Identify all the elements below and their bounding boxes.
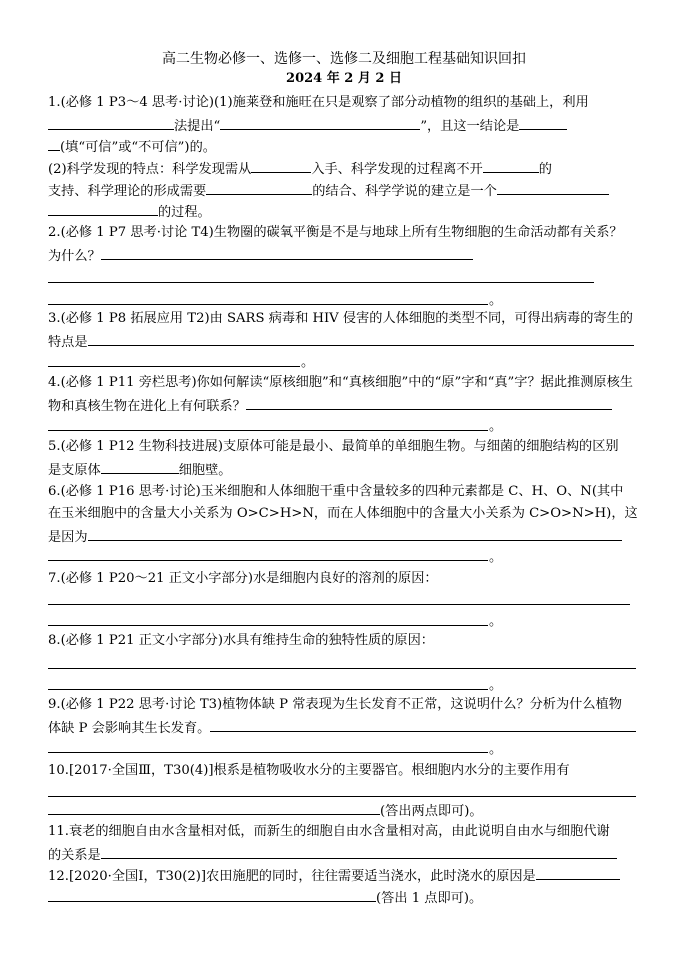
q3-line-2 (48, 332, 634, 352)
answer-blank[interactable] (101, 460, 179, 474)
answer-blank[interactable] (48, 801, 380, 815)
answer-blank[interactable] (251, 159, 311, 173)
q1-text: 的结合、科学学说的建立是一个 (312, 184, 497, 199)
q3-text: 特点是 (48, 335, 88, 350)
period-mark: 。 (301, 355, 315, 370)
answer-blank[interactable] (536, 866, 620, 880)
answer-blank[interactable] (101, 246, 473, 260)
q1-line-5 (48, 181, 609, 201)
q11-line-1: 11.衰老的细胞自由水含量相对低，而新生的细胞自由水含量相对高，由此说明自由水与细胞代谢 (48, 824, 610, 839)
period-mark: 。 (489, 419, 503, 434)
q4-line-2 (48, 396, 612, 416)
q1-text: (2)科学发现的特点：科学发现需从 (48, 162, 252, 177)
q12-line-2 (48, 888, 482, 908)
answer-blank[interactable] (48, 116, 174, 130)
q6-line-2: 在玉米细胞中的含量大小关系为 O>C>H>N，而在人体细胞中的含量大小关系为 C>O>N>H)，这 (48, 506, 638, 521)
q11-line-2 (48, 845, 617, 865)
answer-line[interactable] (48, 752, 488, 753)
answer-blank[interactable] (88, 332, 634, 346)
q1-text: 法提出“ (174, 119, 221, 134)
q11-text: 的关系是 (48, 848, 101, 863)
q2-line-2 (48, 246, 473, 266)
q4-text: 物和真核生物在进化上有何联系？ (48, 399, 246, 414)
q5-text: 是支原体 (48, 463, 101, 478)
q1-text: 的过程。 (158, 205, 211, 220)
q3-line-1: 3.(必修 1 P8 拓展应用 T2)由 SARS 病毒和 HIV 侵害的人体细胞的类型不同，可得出病毒的寄生的 (48, 311, 633, 326)
answer-blank[interactable] (48, 137, 60, 151)
answer-line[interactable] (48, 304, 488, 305)
q7-line-1: 7.(必修 1 P20～21 正文小字部分)水是细胞内良好的溶剂的原因： (48, 571, 438, 586)
q8-line-1: 8.(必修 1 P21 正文小字部分)水具有维持生命的独特性质的原因： (48, 633, 434, 648)
q2-text: 为什么？ (48, 249, 101, 264)
q5-line-1: 5.(必修 1 P12 生物科技进展)支原体可能是最小、最简单的单细胞生物。与细菌的细胞结构的区别 (48, 439, 619, 454)
q4-line-1: 4.(必修 1 P11 旁栏思考)你如何解读“原核细胞”和“真核细胞”中的“原”字和“真”字？据此推测原核生 (48, 375, 633, 390)
q1-text: 入手、科学发现的过程离不开 (311, 162, 483, 177)
answer-line[interactable] (48, 689, 488, 690)
answer-line[interactable] (48, 668, 636, 669)
answer-line[interactable] (48, 604, 630, 605)
q5-line-2 (48, 460, 232, 480)
answer-line[interactable] (48, 366, 300, 367)
q10-line-3 (48, 801, 483, 821)
q1-text: ”，且这一结论是 (420, 119, 520, 134)
q9-line-2 (48, 718, 636, 738)
period-mark: 。 (489, 550, 503, 565)
q9-text: 体缺 P 会影响其生长发育。 (48, 721, 211, 736)
q6-line-1: 6.(必修 1 P16 思考·讨论)玉米细胞和人体细胞干重中含量较多的四种元素都是 C、H、O、N(其中 (48, 484, 624, 499)
q9-line-1: 9.(必修 1 P22 思考·讨论 T3)植物体缺 P 常表现为生长发育不正常，这说明什么？分析为什么植物 (48, 697, 622, 712)
answer-blank[interactable] (220, 116, 420, 130)
answer-blank[interactable] (210, 718, 636, 732)
answer-blank[interactable] (48, 888, 376, 902)
q10-text: (答出两点即可)。 (380, 804, 483, 819)
answer-line[interactable] (48, 282, 594, 283)
q5-text: 细胞壁。 (178, 463, 232, 478)
q1-line-6 (48, 202, 211, 222)
answer-blank[interactable] (88, 527, 622, 541)
q1-text: 支持、科学理论的形成需要 (48, 184, 207, 199)
answer-line[interactable] (48, 560, 488, 561)
answer-blank[interactable] (246, 396, 612, 410)
page-title: 高二生物必修一、选修一、选修二及细胞工程基础知识回扣 (162, 51, 526, 67)
answer-blank[interactable] (48, 202, 158, 216)
q6-line-3 (48, 527, 622, 547)
q12-text: 12.[2020·全国Ⅰ，T30(2)]农田施肥的同时，往往需要适当浇水，此时浇水的原因是 (48, 869, 536, 884)
answer-blank[interactable] (497, 181, 609, 195)
answer-line[interactable] (48, 430, 488, 431)
answer-blank[interactable] (483, 159, 539, 173)
period-mark: 。 (489, 293, 503, 308)
q1-text: (填“可信”或“不可信”)的。 (60, 140, 216, 155)
period-mark: 。 (489, 614, 503, 629)
q1-text: 的 (538, 162, 552, 177)
q1-line-1: 1.(必修 1 P3～4 思考·讨论)(1)施莱登和施旺在只是观察了部分动植物的组织的基础上，利用 (48, 95, 589, 110)
period-mark: 。 (489, 678, 503, 693)
period-mark: 。 (489, 742, 503, 757)
q1-line-3 (48, 137, 216, 157)
answer-line[interactable] (48, 625, 488, 626)
answer-blank[interactable] (206, 181, 312, 195)
q2-line-1: 2.(必修 1 P7 思考·讨论 T4)生物圈的碳氧平衡是不是与地球上所有生物细胞的生命活动都有关系？ (48, 225, 623, 240)
q10-line-1: 10.[2017·全国Ⅲ，T30(4)]根系是植物吸收水分的主要器官。根细胞内水分的主要作用有 (48, 763, 570, 778)
q6-text: 是因为 (48, 530, 88, 545)
q1-line-4 (48, 159, 552, 179)
answer-blank[interactable] (101, 845, 617, 859)
answer-line[interactable] (48, 796, 636, 797)
q12-text: (答出 1 点即可)。 (376, 891, 483, 906)
page-date: 2024 年 2 月 2 日 (286, 71, 402, 86)
answer-blank[interactable] (519, 116, 567, 130)
q1-line-2 (48, 116, 567, 136)
q12-line-1 (48, 866, 620, 886)
